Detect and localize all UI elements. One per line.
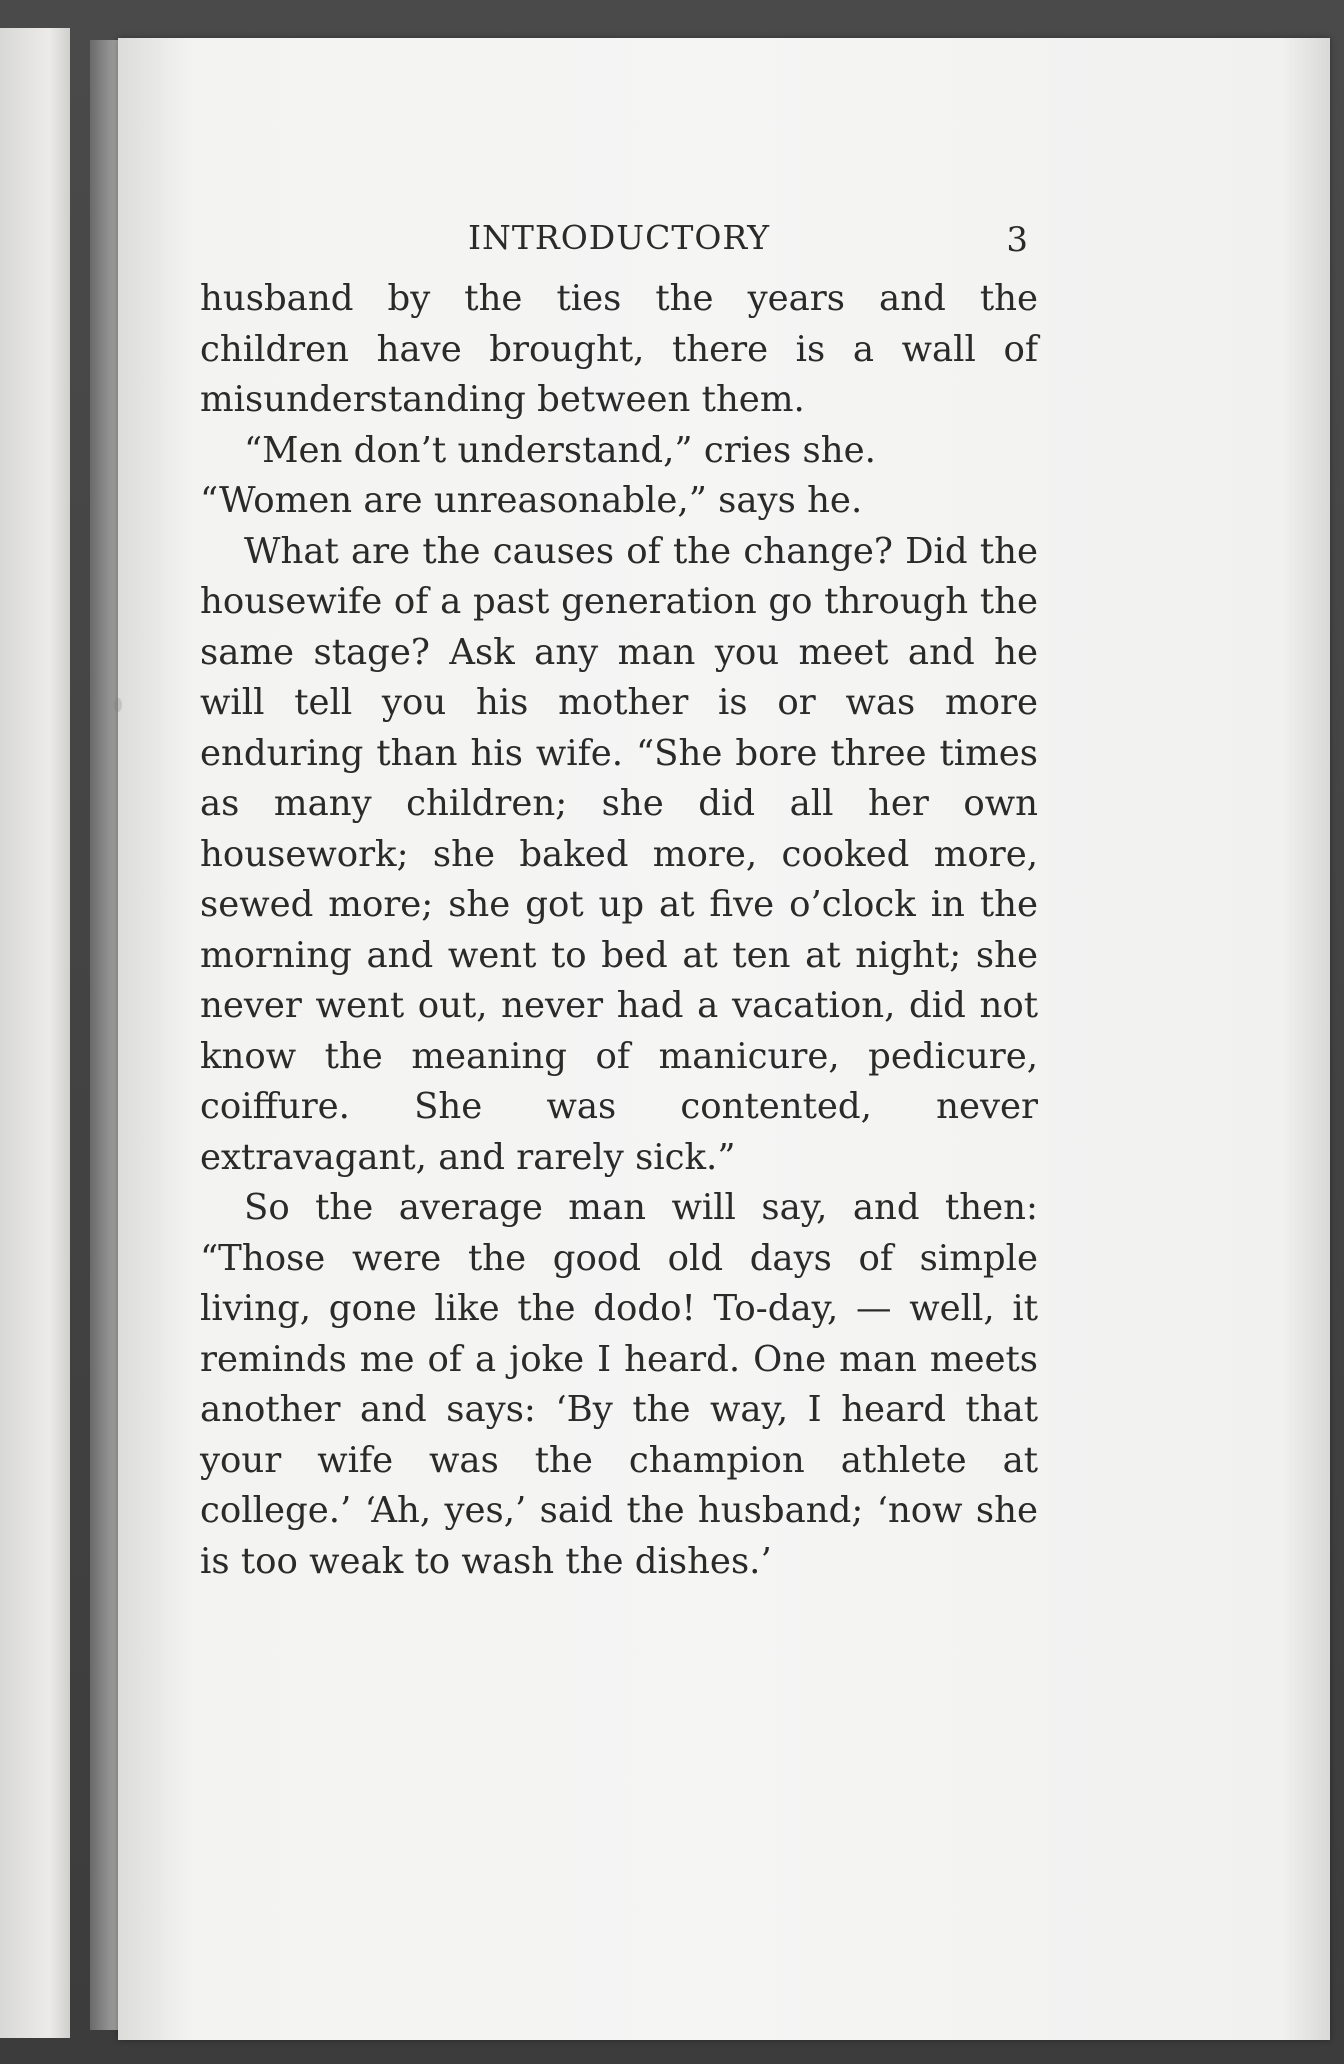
running-title: INTRODUCTORY xyxy=(467,218,771,257)
paragraph-quote-he: “Women are unreasonable,” says he. xyxy=(200,480,863,521)
paragraph-causes: What are the causes of the change? Did the housewife of a past generation go through the same stage? Ask any man you meet and he will tell you his mother is or was more enduring than his wife. “She bore three times as many children; she did all her own housework; she baked more, cooked more, sewed more; she got up at five o’clock in the morning and went to bed at ten at night; she never went out, never had a vacation, did not know the meaning of manicure, pedicure, coiffure. She was contented, never extravagant, and rarely sick.” xyxy=(200,530,1038,1178)
page-blemish xyxy=(114,698,122,712)
body-text xyxy=(200,274,1038,1587)
paragraph-continued: husband by the ties the years and the children have brought, there is a wall of misunderstanding between them. xyxy=(200,278,1038,420)
book-page xyxy=(118,38,1330,2040)
page-number: 3 xyxy=(1006,220,1028,260)
running-head xyxy=(200,218,1038,274)
paragraph-quote-she: “Men don’t understand,” cries she. xyxy=(244,429,876,471)
paragraph-average-man: So the average man will say, and then: “Those were the good old days of simple living, gone like the dodo! To-day, — well, it reminds me of a joke I heard. One man meets another and says: ‘By the way, I heard that your wife was the champion athlete at college.’ ‘Ah, yes,’ said the husband; ‘now she is too weak to wash the dishes.’ xyxy=(200,1187,1038,1582)
facing-page-edge xyxy=(0,28,70,2038)
page-content xyxy=(200,218,1038,1587)
